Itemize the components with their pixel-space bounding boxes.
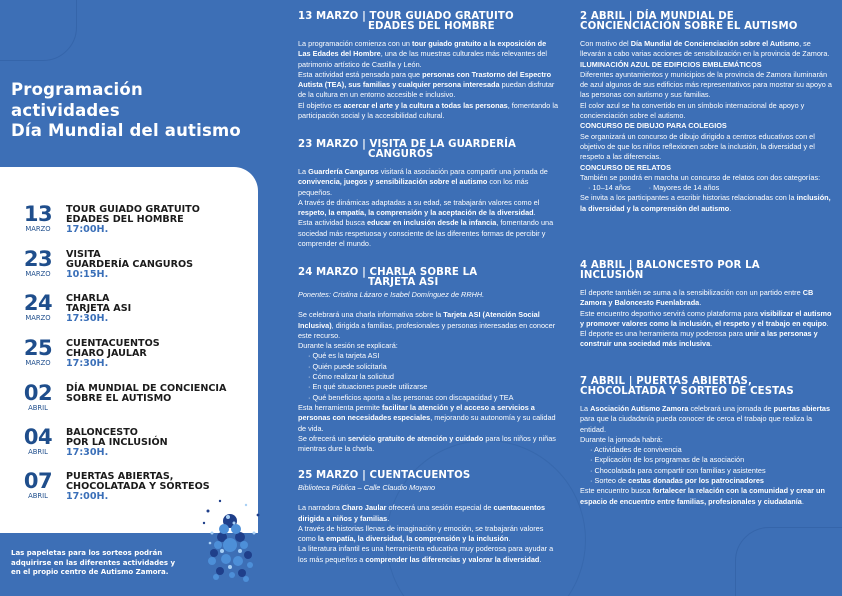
schedule-title-line: TOUR GUIADO GRATUITO bbox=[66, 204, 200, 215]
schedule-info bbox=[66, 293, 131, 324]
section-title bbox=[298, 268, 560, 288]
text-bold: puertas abiertas bbox=[773, 404, 830, 413]
text: visitará la asociación para compartir una jornada de bbox=[378, 167, 548, 176]
section-title-line: 4 ABRIL | BALONCESTO POR LA bbox=[580, 260, 760, 271]
text: Esta herramienta permite bbox=[298, 402, 382, 412]
paragraph bbox=[580, 486, 834, 507]
text: Se invita a los participantes a escribir historias relacionadas con la bbox=[580, 193, 797, 203]
section-title-line: 23 MARZO | VISITA DE LA GUARDERÍA bbox=[298, 139, 517, 150]
schedule-info bbox=[66, 383, 226, 404]
text: La literatura infantil es una herramienta educativa muy poderosa para ayudar a los más pequeños a bbox=[298, 544, 554, 564]
schedule-date bbox=[18, 249, 58, 279]
text: Este encuentro deportivo servirá como plataforma para bbox=[580, 308, 761, 318]
text: La bbox=[298, 167, 309, 176]
paragraph: También se pondrá en marcha un concurso de relatos con dos categorías: bbox=[580, 172, 821, 182]
schedule-title-line: CHARLA bbox=[66, 293, 110, 304]
schedule-day: 13 bbox=[23, 202, 53, 226]
paragraph bbox=[298, 218, 560, 249]
section-title-line: 13 MARZO | TOUR GUIADO GRATUITO bbox=[298, 11, 514, 22]
schedule-day: 24 bbox=[23, 291, 53, 315]
text-bold: Día Mundial de Concienciación sobre el Autismo bbox=[630, 39, 800, 48]
schedule-info bbox=[66, 338, 160, 369]
paragraph: Durante la sesión se explicará: bbox=[298, 341, 398, 351]
paragraph bbox=[298, 70, 560, 101]
bullet-item: · Qué beneficios aporta a las personas con discapacidad y TEA bbox=[298, 393, 560, 403]
bullet-item: · En qué situaciones puede utilizarse bbox=[298, 382, 560, 392]
text-bold: CB Zamora y Baloncesto Fuenlabrada bbox=[580, 288, 814, 308]
text: con los más pequeños. bbox=[298, 177, 529, 197]
text-bold: cestas donadas por los patrocinadores bbox=[628, 476, 764, 486]
schedule-info bbox=[66, 204, 200, 235]
schedule-title-line: POR LA INCLUSIÓN bbox=[66, 437, 168, 448]
section-title-line: 24 MARZO | CHARLA SOBRE LA bbox=[298, 267, 478, 278]
text-bold: cuentacuentos dirigida a niños y familias bbox=[298, 503, 546, 523]
text: Este encuentro busca bbox=[580, 486, 653, 496]
section-title-line: EDADES DEL HOMBRE bbox=[368, 21, 495, 32]
text: Se celebrará una charla informativa sobre la bbox=[298, 310, 444, 320]
text: . bbox=[533, 208, 536, 218]
text-bold: personas con Trastorno del Espectro Autista (TEA), sus familias y cualquier persona interesada bbox=[298, 69, 552, 90]
poster-title-line: Programación bbox=[11, 80, 143, 99]
schedule-date bbox=[18, 204, 58, 234]
text: ofrecerá una sesión especial de bbox=[386, 503, 494, 513]
text: , una de las muestras culturales más relevantes del patrimonio artístico de Castilla y León. bbox=[298, 49, 548, 69]
paragraph bbox=[298, 101, 560, 122]
schedule-date bbox=[18, 427, 58, 457]
text-bold: la empatía, la diversidad, la comprensión y la inclusión bbox=[317, 534, 509, 544]
category-item-text: Mayores de 14 años bbox=[653, 183, 720, 193]
paragraph bbox=[580, 39, 834, 60]
schedule-date bbox=[18, 471, 58, 501]
text-bold: Guardería Canguros bbox=[308, 167, 379, 176]
text: La programación comienza con un bbox=[298, 39, 412, 48]
text: . bbox=[710, 339, 713, 349]
text-bold: facilitar la atención y el acceso a servicios a personas con necesidades especiales bbox=[298, 402, 535, 423]
text: , dirigida a familias, profesionales y personas interesadas en conocer este recurso. bbox=[298, 320, 556, 340]
section-title-line: 25 MARZO | CUENTACUENTOS bbox=[298, 470, 471, 481]
section-title bbox=[298, 12, 560, 32]
section-4-abril bbox=[580, 261, 834, 350]
section-25-marzo bbox=[298, 471, 560, 565]
schedule-time: 17:00H. bbox=[66, 224, 109, 235]
category-item: · Mayores de 14 años bbox=[648, 183, 720, 193]
text: puedan disfrutar de la cultura en un entorno accesible e inclusivo. bbox=[298, 80, 555, 100]
paragraph bbox=[580, 288, 834, 309]
text: A través de dinámicas adaptadas a su edad, se trabajarán valores como el bbox=[298, 197, 540, 207]
text: Esta actividad está pensada para que bbox=[298, 69, 423, 79]
text-bold: inclusión, la diversidad y la comprensión del autismo bbox=[580, 193, 831, 213]
text-bold: unir a las personas y construir una sociedad más inclusiva bbox=[580, 329, 818, 349]
text: El deporte es una herramienta muy poderosa para bbox=[580, 329, 746, 339]
schedule-title-line: CHOCOLATADA Y SORTEOS bbox=[66, 481, 210, 492]
text-bold: acercar el arte y la cultura a todas las personas bbox=[343, 100, 508, 110]
text-bold: comprender las diferencias y valorar la diversidad bbox=[365, 554, 540, 564]
section-24-marzo bbox=[298, 268, 560, 454]
schedule-title-line: CHARO JAULAR bbox=[66, 348, 147, 359]
category-list bbox=[580, 183, 834, 193]
decorative-frame-line bbox=[735, 527, 842, 596]
text-bold: Asociación Autismo Zamora bbox=[590, 404, 689, 413]
section-title-line: TARJETA ASI bbox=[368, 277, 439, 288]
schedule-title-line: GUARDERÍA CANGUROS bbox=[66, 259, 194, 270]
schedule-item-13-marzo bbox=[18, 204, 200, 235]
schedule-item-07-abril bbox=[18, 471, 210, 502]
schedule-month: MARZO bbox=[25, 270, 51, 278]
text: . bbox=[387, 513, 390, 523]
paragraph bbox=[298, 503, 560, 524]
bullet-item: · Cómo realizar la solicitud bbox=[298, 372, 560, 382]
section-23-marzo bbox=[298, 140, 560, 249]
bullet-item: · Chocolatada para compartir con familias y asistentes bbox=[580, 466, 834, 476]
raffle-note-line: en el propio centro de Autismo Zamora. bbox=[11, 568, 169, 576]
section-13-marzo bbox=[298, 12, 560, 121]
text: . bbox=[826, 318, 829, 328]
raffle-note-line: Las papeletas para los sorteos podrán bbox=[11, 549, 163, 557]
schedule-title-line: EDADES DEL HOMBRE bbox=[66, 214, 184, 225]
text: Sorteo de bbox=[594, 476, 629, 486]
schedule-day: 04 bbox=[23, 425, 53, 449]
schedule-time: 17:30H. bbox=[66, 313, 109, 324]
text-bold: tour guiado gratuito a la exposición de Las Edades del Hombre bbox=[298, 39, 547, 59]
paragraph bbox=[298, 39, 560, 70]
paragraph bbox=[298, 198, 560, 219]
text: . bbox=[729, 203, 732, 213]
text: El objetivo es bbox=[298, 100, 344, 110]
paragraph bbox=[298, 403, 560, 434]
schedule-info bbox=[66, 249, 193, 280]
poster-title-line: Día Mundial del autismo bbox=[11, 121, 241, 140]
paragraph bbox=[580, 329, 834, 350]
text-bold: convivencia, juegos y sensibilización sobre el autismo bbox=[298, 177, 488, 187]
text-bold: visibilizar el autismo y promover valores como la inclusión, el respeto y el trabajo en equipo bbox=[580, 308, 832, 328]
schedule-day: 02 bbox=[23, 381, 53, 405]
raffle-note bbox=[11, 549, 196, 578]
section-title-line: CONCIENCIACIÓN SOBRE EL AUTISMO bbox=[580, 21, 798, 32]
schedule-date bbox=[18, 383, 58, 413]
section-title-line: 2 ABRIL | DÍA MUNDIAL DE bbox=[580, 11, 734, 22]
schedule-title-line: DÍA MUNDIAL DE CONCIENCIA bbox=[66, 383, 227, 394]
section-title bbox=[580, 12, 834, 32]
schedule-info bbox=[66, 471, 210, 502]
raffle-note-line: adquirirse en las diferentes actividades y bbox=[11, 558, 176, 567]
text: . bbox=[508, 534, 511, 544]
schedule-item-02-abril bbox=[18, 383, 226, 413]
decorative-frame-line bbox=[0, 0, 77, 61]
text: para los niños y niñas mientras dure la charla. bbox=[298, 433, 556, 454]
schedule-date bbox=[18, 293, 58, 323]
paragraph: Se organizará un concurso de dibujo dirigido a centros educativos con el objetivo de que los niños reflexionen sobre la inclusión, la diversidad y el respeto a las diferencias. bbox=[580, 131, 815, 162]
text-bold: respeto, la empatía, la comprensión y la aceptación de la diversidad bbox=[298, 208, 534, 218]
text: , fomentando la participación social y la accesibilidad cultural. bbox=[298, 100, 559, 121]
paragraph: El color azul se ha convertido en un símbolo internacional de apoyo y concienciación sobre el autismo. bbox=[580, 100, 805, 121]
schedule-time: 17:30H. bbox=[66, 447, 109, 458]
schedule-title-line: TARJETA ASI bbox=[66, 303, 132, 314]
speakers-line: Ponentes: Cristina Lázaro e Isabel Domínguez de RRHH. bbox=[298, 290, 485, 299]
section-title bbox=[580, 261, 834, 281]
text: A través de historias llenas de imaginación y emoción, se trabajarán valores como bbox=[298, 523, 544, 544]
text: para que la ciudadanía pueda conocer de cerca el trabajo que realiza la entidad. bbox=[580, 414, 813, 434]
paragraph bbox=[298, 434, 560, 455]
schedule-day: 23 bbox=[23, 247, 53, 271]
schedule-month: MARZO bbox=[25, 359, 51, 367]
schedule-info bbox=[66, 427, 168, 458]
paragraph bbox=[298, 167, 560, 198]
category-item: · 10–14 años bbox=[580, 183, 631, 193]
schedule-title-line: CUENTACUENTOS bbox=[66, 338, 160, 349]
section-title-line: INCLUSIÓN bbox=[580, 270, 644, 281]
subheading: ILUMINACIÓN AZUL DE EDIFICIOS EMBLEMÁTICOS bbox=[580, 59, 762, 69]
text-bold: Tarjeta ASI (Atención Social Inclusiva) bbox=[298, 310, 540, 330]
paragraph bbox=[580, 404, 834, 435]
schedule-item-24-marzo bbox=[18, 293, 131, 324]
paragraph bbox=[580, 309, 834, 330]
paragraph bbox=[298, 524, 560, 545]
text-bold: Charo Jaular bbox=[341, 503, 387, 513]
section-title bbox=[298, 140, 560, 160]
section-2-abril bbox=[580, 12, 834, 214]
section-title-line: CHOCOLATADA Y SORTEO DE CESTAS bbox=[580, 386, 794, 397]
schedule-item-23-marzo bbox=[18, 249, 193, 280]
text: El deporte también se suma a la sensibilización con un partido entre bbox=[580, 288, 803, 297]
schedule-time: 10:15H. bbox=[66, 269, 109, 280]
text: , se llevarán a cabo varias acciones de sensibilización en la provincia de Zamora. bbox=[580, 39, 830, 59]
bullet-item: · Quién puede solicitarla bbox=[298, 362, 560, 372]
paragraph bbox=[298, 310, 560, 341]
bullet-item: · Explicación de los programas de la asociación bbox=[580, 455, 834, 465]
text: , mejorando su autonomía y su calidad de vida. bbox=[298, 413, 556, 433]
schedule-time: 17:30H. bbox=[66, 358, 109, 369]
bullet-item bbox=[580, 476, 834, 486]
schedule-title-line: VISITA bbox=[66, 249, 101, 260]
poster-title-line: actividades bbox=[11, 100, 120, 120]
schedule-item-04-abril bbox=[18, 427, 168, 458]
subheading: CONCURSO DE RELATOS bbox=[580, 162, 671, 172]
schedule-title-line: BALONCESTO bbox=[66, 427, 138, 438]
schedule-month: ABRIL bbox=[28, 404, 48, 412]
text: . bbox=[699, 298, 702, 308]
schedule-month: ABRIL bbox=[28, 448, 48, 456]
text: Con motivo del bbox=[580, 39, 631, 48]
schedule-day: 07 bbox=[23, 469, 53, 493]
paragraph: Durante la jornada habrá: bbox=[580, 434, 663, 444]
schedule-month: ABRIL bbox=[28, 492, 48, 500]
text-bold: servicio gratuito de atención y cuidado bbox=[347, 433, 484, 443]
text: celebrará una jornada de bbox=[688, 404, 774, 413]
subheading: CONCURSO DE DIBUJO PARA COLEGIOS bbox=[580, 121, 727, 131]
text-bold: fortalecer la relación con la comunidad y crear un espacio de encuentro entre familias, profesionales y ciudadanía bbox=[580, 486, 825, 506]
schedule-day: 25 bbox=[23, 336, 53, 360]
paragraph bbox=[298, 544, 560, 565]
text: , fomentando una sociedad más respetuosa y consciente de las diferentes formas de percibir y comprender el mundo. bbox=[298, 218, 554, 249]
location-line: Biblioteca Pública – Calle Claudio Moyano bbox=[298, 483, 436, 492]
paragraph bbox=[580, 193, 834, 214]
text: La narradora bbox=[298, 503, 342, 513]
text: La bbox=[580, 404, 591, 413]
text: Se ofrecerá un bbox=[298, 433, 348, 443]
schedule-month: MARZO bbox=[25, 225, 51, 233]
schedule-date bbox=[18, 338, 58, 368]
paragraph: Diferentes ayuntamientos y municipios de la provincia de Zamora iluminarán de azul algunos de sus edificios más representativos para mostrar su apoyo a las personas con autismo y sus familias. bbox=[580, 69, 832, 100]
section-title bbox=[298, 471, 560, 481]
section-title bbox=[580, 377, 834, 397]
bullet-item: · Actividades de convivencia bbox=[580, 445, 834, 455]
section-title-line: 7 ABRIL | PUERTAS ABIERTAS, bbox=[580, 376, 752, 387]
schedule-title-line: SOBRE EL AUTISMO bbox=[66, 393, 172, 404]
section-7-abril bbox=[580, 377, 834, 507]
schedule-title-line: PUERTAS ABIERTAS, bbox=[66, 471, 174, 482]
poster-title bbox=[11, 80, 241, 142]
puzzle-piece-figure-icon bbox=[200, 493, 264, 583]
schedule-time: 17:00H. bbox=[66, 491, 109, 502]
text-bold: educar en inclusión desde la infancia bbox=[366, 218, 497, 228]
text: . bbox=[801, 496, 804, 506]
text: Esta actividad busca bbox=[298, 218, 367, 228]
schedule-month: MARZO bbox=[25, 314, 51, 322]
schedule-item-25-marzo bbox=[18, 338, 160, 369]
bullet-item: · Qué es la tarjeta ASI bbox=[298, 351, 560, 361]
section-title-line: CANGUROS bbox=[368, 149, 434, 160]
text: . bbox=[539, 554, 542, 564]
